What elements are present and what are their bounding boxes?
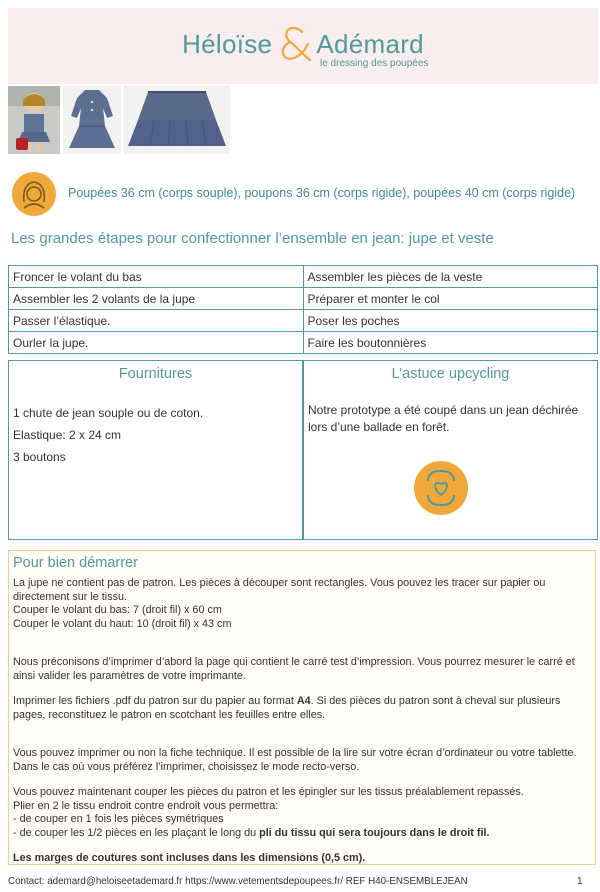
hands-heart-icon: [414, 461, 468, 515]
text-run: Imprimer les fichiers .pdf du patron sur du papier au format: [13, 695, 297, 707]
table-row: [9, 288, 598, 310]
doll-photo: [8, 86, 60, 154]
doll-sizes-text: Poupées 36 cm (corps souple), poupons 36 cm (corps rigide), poupées 40 cm (corps rigide): [68, 186, 576, 200]
step-cell: Assembler les pièces de la veste: [303, 266, 598, 288]
product-photos: [8, 86, 230, 154]
supply-item: 1 chute de jean souple ou de coton.: [13, 406, 204, 420]
step-cell: Assembler les 2 volants de la jupe: [9, 288, 304, 310]
start-paragraph: Couper le volant du bas: 7 (droit fil) x 60 cm: [13, 604, 222, 616]
ampersand-icon: [274, 24, 314, 64]
section-title: Les grandes étapes pour confectionner l’ensemble en jean: jupe et veste: [11, 230, 494, 247]
footer-contact: Contact: ademard@heloiseetademard.fr https://www.vetementsdepoupees.fr/ REF H40-ENSEMBLEJEAN: [8, 876, 468, 887]
page-number: 1: [577, 876, 583, 887]
brand-tagline: le dressing des poupées: [320, 58, 429, 69]
supplies-title: Fournitures: [118, 366, 193, 382]
step-cell: Préparer et monter le col: [303, 288, 598, 310]
tip-text: Notre prototype a été coupé dans un jean déchirée lors d’une ballade en forêt.: [308, 403, 579, 434]
text-run: . Si des pièces du patron sont à cheval sur plusieurs pages, reconstituez le patron en scotchant les feuilles entre elles.: [13, 695, 561, 721]
bold-run: A4: [296, 695, 311, 707]
supply-item: 3 boutons: [13, 450, 66, 464]
supply-item: Elastique: 2 x 24 cm: [13, 428, 122, 442]
table-row: [9, 332, 598, 354]
step-cell: Ourler la jupe.: [9, 332, 304, 354]
dress-photo: [63, 86, 121, 154]
getting-started-box: [8, 550, 596, 865]
upcycling-tip-box: [303, 360, 598, 540]
doll-face-icon: [12, 172, 56, 216]
step-cell: Passer l’élastique.: [9, 310, 304, 332]
table-row: [9, 266, 598, 288]
step-cell: Poser les poches: [303, 310, 598, 332]
table-row: [9, 310, 598, 332]
brand-right-name: Adémard: [316, 28, 424, 59]
start-paragraph: [13, 695, 595, 722]
skirt-photo: [124, 86, 230, 154]
start-title: Pour bien démarrer: [13, 555, 138, 571]
start-paragraph: Nous préconisons d’imprimer d’abord la page qui contient le carré test d’impression. Vous pourrez mesurer le carré et ainsi valider les paramètres de votre imprimante.: [13, 656, 575, 682]
step-cell: Froncer le volant du bas: [9, 266, 304, 288]
text-run: - de couper les 1/2 pièces en les plaçant le long du: [13, 826, 260, 839]
bold-run: pli du tissu qui sera toujours dans le droit fil.: [259, 826, 490, 839]
start-paragraph: Les marges de coutures sont incluses dans les dimensions (0,5 cm).: [13, 852, 366, 864]
start-paragraph: Couper le volant du haut: 10 (droit fil) x 43 cm: [13, 617, 232, 630]
step-cell: Faire les boutonnières: [303, 332, 598, 354]
brand-logo: [8, 24, 598, 64]
supplies-box: [8, 360, 303, 540]
tip-title: L’astuce upcycling: [391, 366, 510, 382]
steps-table: [8, 265, 598, 354]
header-banner: [8, 8, 598, 84]
start-paragraph: Vous pouvez imprimer ou non la fiche technique. Il est possible de la lire sur votre écran d’ordinateur ou votre tablette. Dans le cas où vous préférez l’imprimer, choisissez le mode recto-verso.: [13, 747, 577, 773]
start-paragraph: La jupe ne contient pas de patron. Les pièces à découper sont rectangles. Vous pouvez les tracer sur papier ou directement sur le tissu.: [13, 577, 546, 603]
start-paragraph: [13, 827, 595, 841]
start-paragraph: Plier en 2 le tissu endroit contre endroit vous permettra:: [13, 799, 279, 812]
brand-left-name: Héloïse: [182, 28, 273, 59]
start-paragraph: - de couper en 1 fois les pièces symétriques: [13, 813, 224, 825]
start-paragraph: Vous pouvez maintenant couper les pièces du patron et les épingler sur les tissus préalablement repassés.: [13, 786, 524, 798]
